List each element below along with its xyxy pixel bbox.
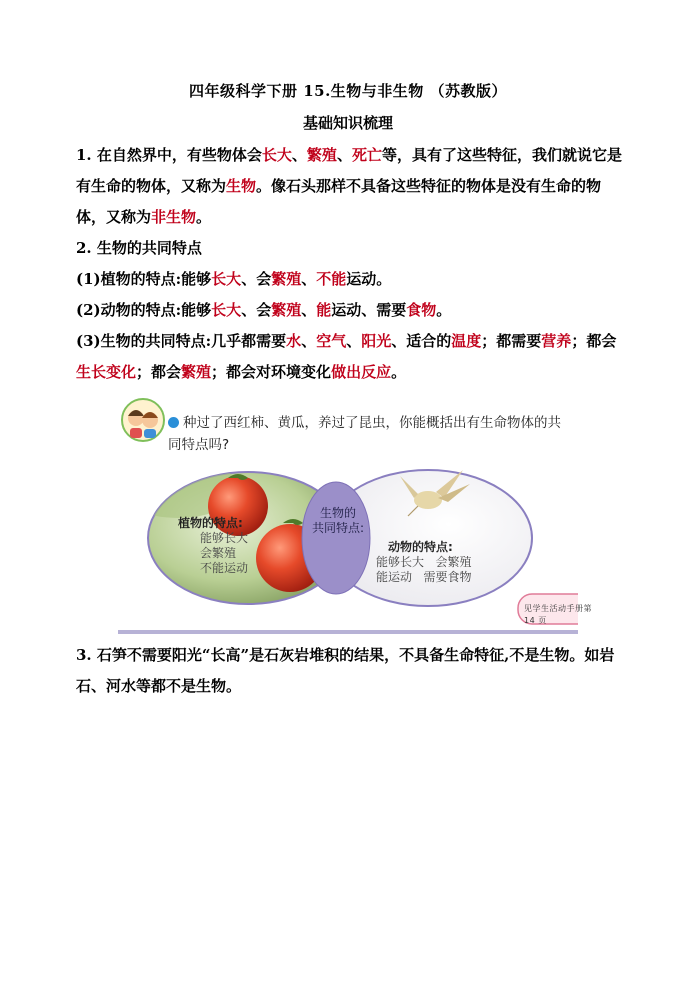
- overlap-region: [302, 482, 370, 594]
- animal-features-label: 动物的特点: 能够长大 会繁殖 能运动 需要食物: [376, 540, 472, 584]
- venn-figure: [118, 398, 592, 638]
- section-subtitle: 基础知识梳理: [302, 114, 393, 132]
- paragraph-3: 3. 石笋不需要阳光“长高”是石灰岩堆积的结果，不具备生命特征,不是生物。如岩石、河水等都不是生物。: [76, 646, 615, 695]
- figure-question: 种过了西红柿、黄瓜，养过了昆虫，你能概括出有生命物体的共同特点吗?: [168, 415, 561, 453]
- paragraph-animal-features: (2)动物的特点:能够长大、会繁殖、能运动、需要食物。: [76, 301, 452, 319]
- paragraph-plant-features: (1)植物的特点:能够长大、会繁殖、不能运动。: [76, 270, 392, 288]
- common-features-label: 生物的 共同特点:: [311, 506, 365, 535]
- plant-features-label: 植物的特点: 能够长大 会繁殖 不能运动: [178, 516, 249, 575]
- page-title: 四年级科学下册 15.生物与非生物 （苏教版）: [188, 82, 508, 100]
- paragraph-2-heading: 2. 生物的共同特点: [76, 239, 202, 257]
- paragraph-1: 1. 在自然界中，有些物体会长大、繁殖、死亡等，具有了这些特征，我们就说它是有生命的物体，又称为生物。像石头那样不具备这些特征的物体是没有生命的物体，又称为非生物。: [76, 146, 622, 226]
- bullet-dot-icon: [168, 417, 179, 428]
- reference-text: 见学生活动手册第 14 页: [524, 604, 592, 625]
- kids-icon: [120, 398, 166, 442]
- paragraph-common-features: (3)生物的共同特点:几乎都需要水、空气、阳光、适合的温度；都需要营养；都会生长变化；都会繁殖；都会对环境变化做出反应。: [76, 332, 617, 381]
